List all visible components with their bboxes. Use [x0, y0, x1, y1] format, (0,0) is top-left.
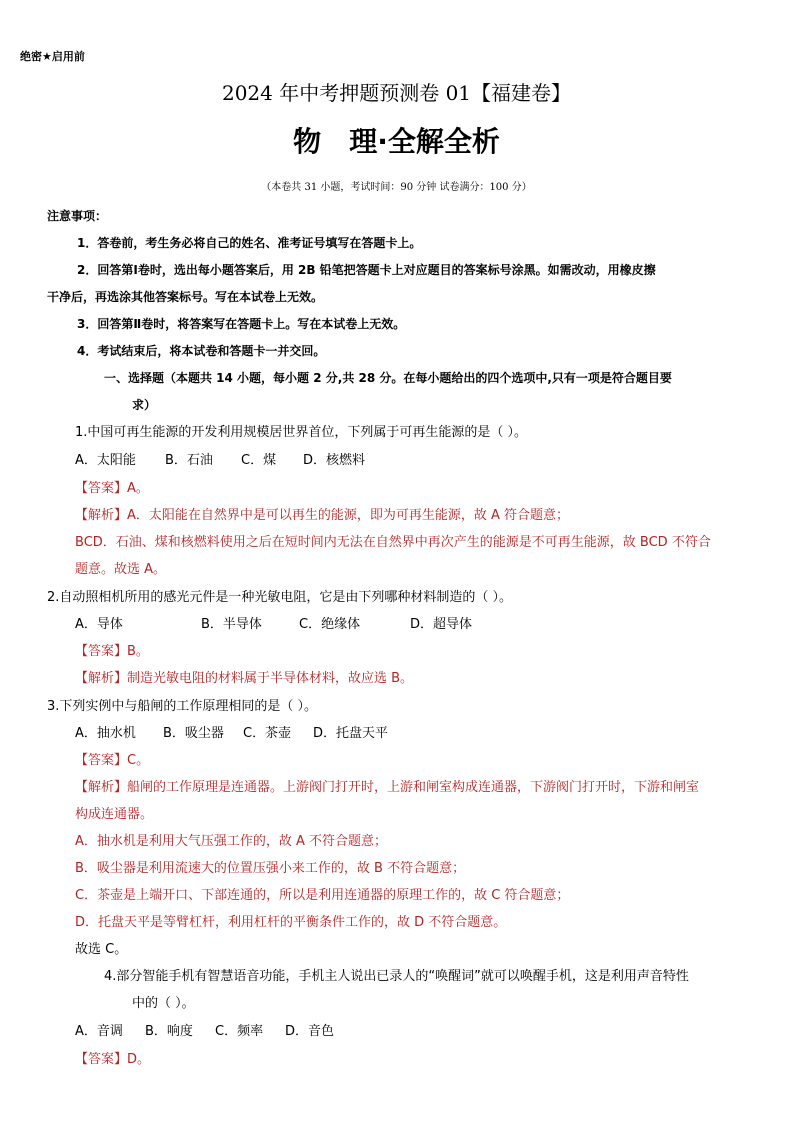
option-a: A．音调 [75, 1024, 123, 1039]
option-b: B．吸尘器 [163, 726, 224, 741]
question-1-analysis: BCD．石油、煤和核燃料使用之后在短时间内无法在自然界中再次产生的能源是不可再生能源，故 BCD 不符合 [75, 535, 711, 550]
option-c: C．频率 [215, 1024, 264, 1039]
question-1-stem: 1.中国可再生能源的开发利用规模居世界首位，下列属于可再生能源的是（ ）。 [75, 425, 528, 440]
question-1-answer: 【答案】A。 [75, 481, 149, 496]
notice-item: 4．考试结束后，将本试卷和答题卡一并交回。 [77, 344, 326, 358]
notice-item: 2．回答第Ⅰ卷时，选出每小题答案后，用 2B 铅笔把答题卡上对应题目的答案标号涂黑。如需改动，用橡皮擦 [77, 263, 656, 277]
question-4-stem: 4.部分智能手机有智慧语音功能，手机主人说出已录人的“唤醒词”就可以唤醒手机，这是利用声音特性 [104, 969, 689, 984]
notice-item: 干净后，再选涂其他答案标号。写在本试卷上无效。 [47, 290, 324, 304]
exam-title: 2024 年中考押题预测卷 01【福建卷】 [221, 81, 572, 105]
question-4-answer: 【答案】D。 [75, 1052, 151, 1067]
option-a: A．导体 [75, 617, 123, 632]
notice-item: 3．回答第Ⅱ卷时，将答案写在答题卡上。写在本试卷上无效。 [77, 317, 406, 331]
confidential-label: 绝密★启用前 [20, 50, 85, 63]
notice-heading: 注意事项： [47, 209, 108, 223]
option-d: D．音色 [285, 1024, 335, 1039]
question-3-analysis: D．托盘天平是等臂杠杆，利用杠杆的平衡条件工作的，故 D 不符合题意。 [75, 915, 507, 930]
section-heading-cont: 求） [132, 398, 157, 412]
question-3-stem: 3.下列实例中与船闸的工作原理相同的是（ ）。 [47, 699, 318, 714]
subject-title-left: 物 [293, 125, 322, 158]
question-3-conclusion: 故选 C。 [75, 942, 128, 957]
option-c: C．绝缘体 [299, 617, 361, 632]
option-d: D．超导体 [410, 617, 473, 632]
question-3-options [75, 725, 495, 743]
option-c: C．茶壶 [243, 726, 292, 741]
question-4-options [75, 1023, 495, 1041]
question-2-options [75, 616, 495, 634]
option-d: D．托盘天平 [313, 726, 389, 741]
notice-item: 1．答卷前，考生务必将自己的姓名、准考证号填写在答题卡上。 [77, 236, 422, 250]
question-3-analysis: A．抽水机是利用大气压强工作的，故 A 不符合题意； [75, 834, 388, 849]
exam-meta: （本卷共 31 小题，考试时间：90 分钟 试卷满分：100 分） [261, 182, 532, 193]
option-b: B．石油 [165, 453, 213, 468]
question-2-analysis: 【解析】制造光敏电阻的材料属于半导体材料，故应选 B。 [75, 671, 414, 686]
option-c: C．煤 [241, 453, 277, 468]
question-3-answer: 【答案】C。 [75, 753, 150, 768]
option-d: D．核燃料 [303, 453, 366, 468]
option-b: B．半导体 [201, 617, 262, 632]
question-3-analysis: 【解析】船闸的工作原理是连通器。上游阀门打开时，上游和闸室构成连通器，下游阀门打开时，下游和闸室 [75, 780, 700, 795]
question-1-analysis: 题意。故选 A。 [75, 562, 167, 577]
subject-title [0, 124, 793, 160]
option-a: A．太阳能 [75, 453, 136, 468]
question-1-analysis: 【解析】A．太阳能在自然界中是可以再生的能源，即为可再生能源，故 A 符合题意； [75, 508, 570, 523]
question-1-options [75, 452, 475, 470]
option-a: A．抽水机 [75, 726, 136, 741]
question-2-stem: 2.自动照相机所用的感光元件是一种光敏电阻，它是由下列哪种材料制造的（ ）。 [47, 590, 513, 605]
section-heading: 一、选择题（本题共 14 小题，每小题 2 分,共 28 分。在每小题给出的四个选项中,只有一项是符合题目要 [104, 371, 672, 385]
question-4-stem-cont: 中的（ ）。 [132, 996, 195, 1011]
question-3-analysis: B．吸尘器是利用流速大的位置压强小来工作的，故 B 不符合题意； [75, 861, 466, 876]
subject-title-right: 理·全解全析 [349, 125, 500, 158]
question-2-answer: 【答案】B。 [75, 644, 149, 659]
question-3-analysis: C．茶壶是上端开口、下部连通的，所以是利用连通器的原理工作的，故 C 符合题意； [75, 888, 570, 903]
option-b: B．响度 [145, 1024, 193, 1039]
question-3-analysis: 构成连通器。 [75, 807, 154, 822]
